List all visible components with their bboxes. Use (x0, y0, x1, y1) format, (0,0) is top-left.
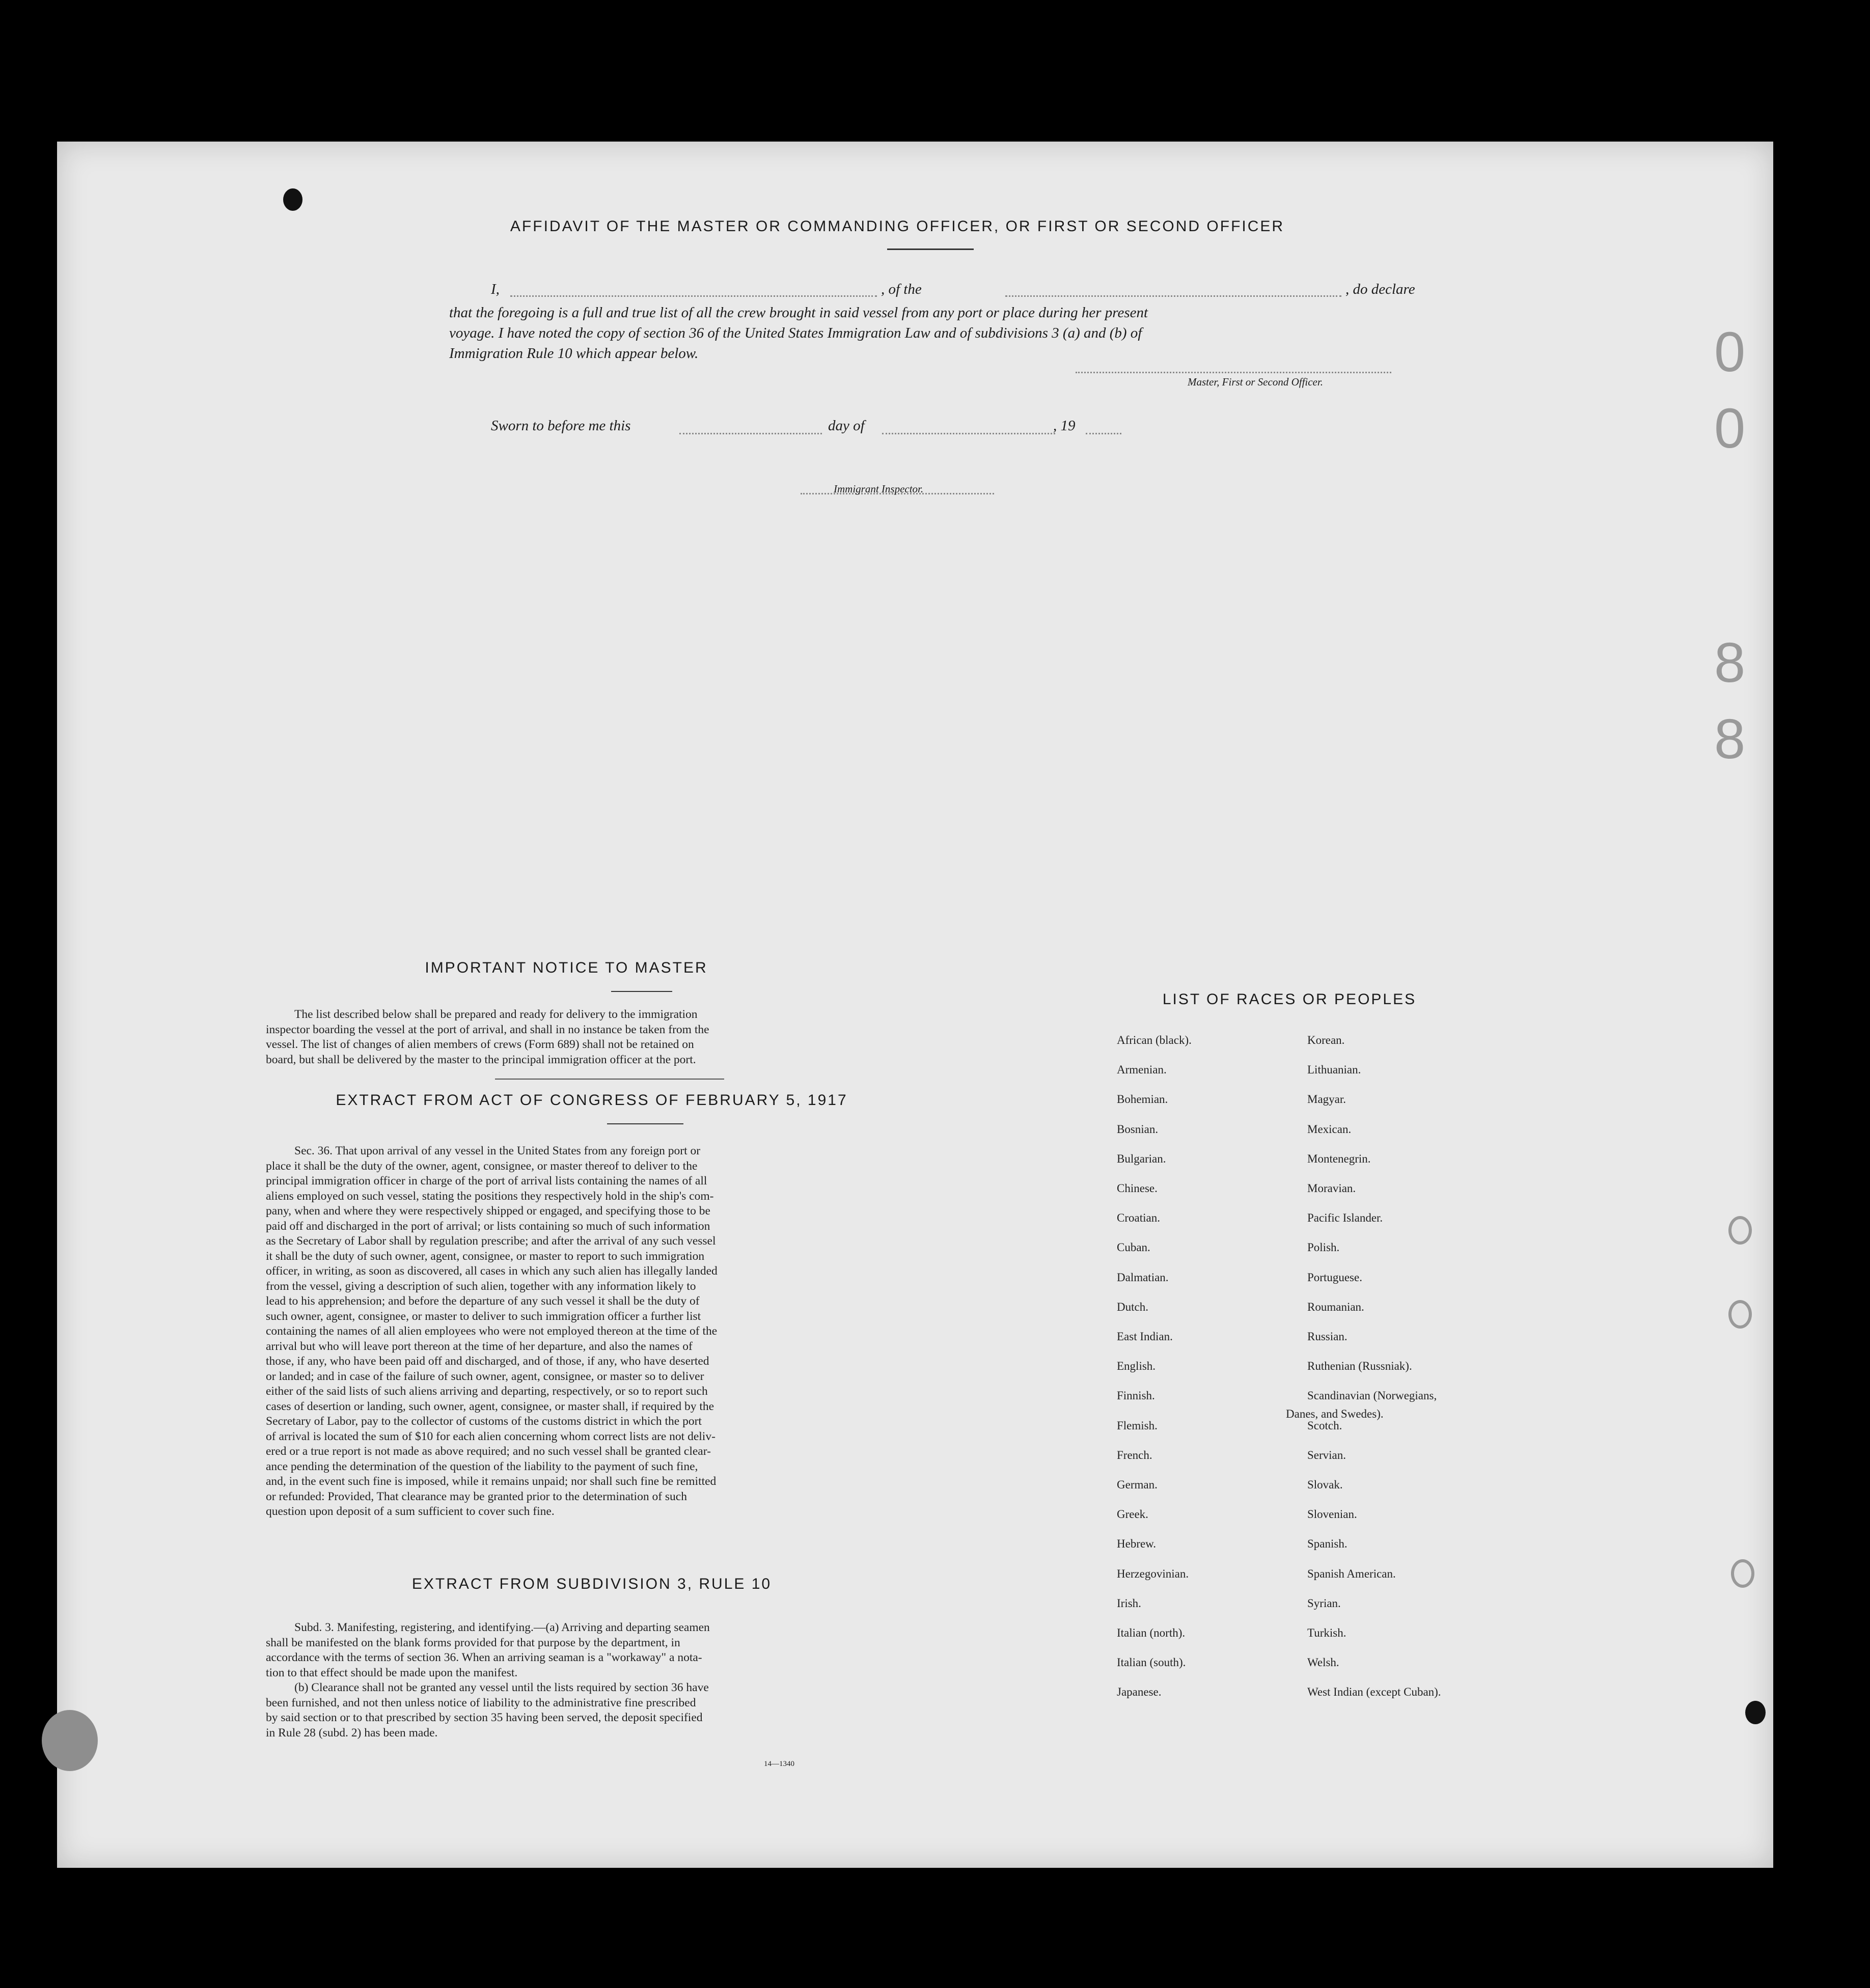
race-item: French. (1117, 1448, 1152, 1461)
race-item: Bohemian. (1117, 1093, 1168, 1106)
race-item: Pacific Islander. (1307, 1211, 1383, 1225)
race-item: Polish. (1307, 1241, 1340, 1254)
race-item: Irish. (1117, 1596, 1141, 1610)
races-title: LIST OF RACES OR PEOPLES (1162, 991, 1417, 1008)
officer-signature-line (1076, 372, 1391, 373)
race-item: Spanish. (1307, 1537, 1348, 1551)
race-item: Dalmatian. (1117, 1271, 1169, 1284)
race-item: Korean. (1307, 1034, 1345, 1046)
act-line: cases of desertion or landing, such owner, agent, consignee, or master shall, if required by the (266, 1399, 714, 1413)
act-line: arrival but who will leave port thereon at the time of her departure, and also the names of (266, 1339, 693, 1353)
act-line: of arrival is located the sum of $10 for each alien concerning whom correct lists are not deliv- (266, 1429, 716, 1443)
act-line: Sec. 36. That upon arrival of any vessel in the United States from any foreign port or (294, 1144, 701, 1157)
act-line: such owner, agent, consignee, or master to deliver to such immigration officer a further list (266, 1309, 701, 1323)
notice-divider (495, 1079, 724, 1080)
race-item: Welsh. (1307, 1656, 1339, 1669)
race-item: Dutch. (1117, 1300, 1148, 1313)
sworn-day-blank (679, 433, 822, 434)
act-extract-rule (607, 1123, 683, 1124)
day-of-label: day of (828, 418, 865, 434)
act-line: or refunded: Provided, That clearance may be granted prior to the determination of such (266, 1489, 687, 1503)
race-item: Herzegovinian. (1117, 1567, 1189, 1580)
notice-text (266, 1007, 908, 1067)
i-label: I, (491, 281, 500, 297)
document-page (57, 142, 1773, 1868)
punch-hole (283, 188, 302, 211)
race-item: Armenian. (1117, 1063, 1167, 1076)
margin-mark: 8 (1714, 708, 1746, 770)
rule-extract-text (266, 1620, 908, 1741)
act-line: Secretary of Labor, pay to the collector of customs of the customs district in which the port (266, 1415, 702, 1428)
do-declare-label: , do declare (1345, 281, 1415, 297)
rule-extract-title: EXTRACT FROM SUBDIVISION 3, RULE 10 (411, 1576, 772, 1592)
act-line: lead to his apprehension; and before the departure of any such vessel it shall be the duty of (266, 1294, 700, 1308)
year-label: , 19 (1053, 418, 1076, 434)
rule-line: tion to that effect should be made upon the manifest. (266, 1666, 518, 1679)
race-item: Scotch. (1307, 1419, 1342, 1432)
notice-line: inspector boarding the vessel at the port of arrival, and shall in no instance be taken from the (266, 1023, 709, 1036)
race-item: Roumanian. (1307, 1300, 1364, 1313)
form-number: 14—1340 (764, 1760, 794, 1768)
race-item-continuation: Danes, and Swedes). (1286, 1407, 1384, 1420)
race-item: Magyar. (1307, 1093, 1346, 1106)
rule-line: by said section or to that prescribed by section 35 having been served, the deposit specified (266, 1711, 703, 1724)
race-item: Japanese. (1117, 1686, 1162, 1699)
race-item: Portuguese. (1307, 1271, 1362, 1284)
race-item: Slovenian. (1307, 1508, 1357, 1521)
race-item: Chinese. (1117, 1182, 1158, 1195)
race-item: West Indian (except Cuban). (1307, 1686, 1441, 1699)
notice-rule (611, 991, 672, 992)
race-item: Slovak. (1307, 1478, 1343, 1491)
notice-title: IMPORTANT NOTICE TO MASTER (425, 959, 708, 976)
act-line: pany, when and where they were respectively shipped or engaged, and specifying those to be (266, 1204, 710, 1218)
race-item: East Indian. (1117, 1330, 1173, 1343)
race-item: Flemish. (1117, 1419, 1158, 1432)
race-item: Spanish American. (1307, 1567, 1396, 1580)
act-line: and, in the event such fine is imposed, while it remains unpaid; nor shall such fine be remitted (266, 1475, 717, 1488)
notice-line: The list described below shall be prepared and ready for delivery to the immigration (294, 1008, 698, 1021)
rule-line: shall be manifested on the blank forms provided for that purpose by the department, in (266, 1636, 680, 1649)
punch-hole-ring (1731, 1559, 1754, 1588)
rule-line: (b) Clearance shall not be granted any vessel until the lists required by section 36 have (294, 1681, 709, 1694)
punch-hole-ring (1728, 1216, 1752, 1245)
margin-mark: 0 (1714, 321, 1746, 383)
race-item: Moravian. (1307, 1182, 1356, 1195)
vessel-blank (1005, 295, 1341, 297)
race-item: Bosnian. (1117, 1122, 1159, 1136)
race-item: Scandinavian (Norwegians, (1307, 1389, 1437, 1402)
title-rule (887, 248, 974, 250)
act-line: either of the said lists of such aliens arriving and departing, respectively, or so to report such (266, 1385, 708, 1398)
act-extract-text (266, 1144, 908, 1520)
race-item: Italian (south). (1117, 1656, 1186, 1669)
race-item: Cuban. (1117, 1241, 1150, 1254)
sworn-year-blank (1086, 433, 1121, 434)
act-line: from the vessel, giving a description of such alien, together with any information likely to (266, 1279, 696, 1293)
race-item: African (black). (1117, 1034, 1192, 1046)
officer-caption: Master, First or Second Officer. (1188, 376, 1323, 388)
race-item: Lithuanian. (1307, 1063, 1361, 1076)
race-item: German. (1117, 1478, 1158, 1491)
affidavit-title: AFFIDAVIT OF THE MASTER OR COMMANDING OFFICER, OR FIRST OR SECOND OFFICER (510, 218, 1285, 235)
notice-line: board, but shall be delivered by the master to the principal immigration officer at the port. (266, 1053, 696, 1066)
margin-mark: 8 (1714, 631, 1746, 694)
act-line: those, if any, who have been paid off and discharged, and of those, if any, who have deserted (266, 1355, 709, 1368)
race-item: Greek. (1117, 1508, 1148, 1521)
punch-hole (1745, 1701, 1766, 1724)
notice-line: vessel. The list of changes of alien members of crews (Form 689) shall not be retained on (266, 1038, 694, 1051)
rule-line: in Rule 28 (subd. 2) has been made. (266, 1726, 438, 1740)
act-line: ance pending the determination of the question of the liability to the payment of such fine, (266, 1459, 698, 1473)
race-item: Turkish. (1307, 1626, 1346, 1639)
race-item: Finnish. (1117, 1389, 1155, 1402)
act-line: it shall be the duty of such owner, agent, consignee, or master to report to such immigration (266, 1249, 705, 1263)
affidavit-body-line: that the foregoing is a full and true list of all the crew brought in said vessel from any port or place during her present (449, 305, 1148, 321)
race-item: English. (1117, 1360, 1156, 1373)
inspector-caption: Immigrant Inspector. (834, 483, 924, 495)
race-item: Italian (north). (1117, 1626, 1186, 1639)
race-item: Syrian. (1307, 1596, 1341, 1610)
race-item: Croatian. (1117, 1211, 1160, 1225)
punch-hole-ring (1728, 1300, 1752, 1329)
margin-stain (42, 1710, 98, 1771)
race-item: Russian. (1307, 1330, 1348, 1343)
act-line: or landed; and in case of the failure of such owner, agent, consignee, or master so to deliver (266, 1369, 704, 1383)
race-item: Servian. (1307, 1448, 1346, 1461)
act-line: ered or a true report is not made as above required; and no such vessel shall be granted clear- (266, 1445, 711, 1458)
act-line: officer, in writing, as soon as discovered, all cases in which any such alien has illegally landed (266, 1264, 718, 1278)
act-line: paid off and discharged in the port of arrival; or lists containing so much of such information (266, 1219, 710, 1233)
rule-line: been furnished, and not then unless notice of liability to the administrative fine prescribed (266, 1696, 696, 1709)
rule-line: Subd. 3. Manifesting, registering, and identifying.—(a) Arriving and departing seamen (294, 1621, 710, 1634)
rule-line: accordance with the terms of section 36. When an arriving seaman is a "workaway" a nota- (266, 1651, 702, 1664)
race-item: Hebrew. (1117, 1537, 1157, 1551)
act-line: containing the names of all alien employees who were not employed thereon at the time of the (266, 1324, 718, 1338)
affidavit-body-line: Immigration Rule 10 which appear below. (449, 345, 699, 362)
race-item: Ruthenian (Russniak). (1307, 1360, 1412, 1373)
act-line: as the Secretary of Labor shall by regulation prescribe; and after the arrival of any such vessel (266, 1234, 716, 1248)
race-item: Montenegrin. (1307, 1152, 1371, 1165)
of-the-label: , of the (881, 281, 922, 297)
affidavit-body-line: voyage. I have noted the copy of section 36 of the United States Immigration Law and of subdivisions 3 (a) and (b) of (449, 325, 1142, 341)
act-line: aliens employed on such vessel, stating the positions they respectively hold in the ship's com- (266, 1189, 714, 1203)
sworn-month-blank (882, 433, 1055, 434)
margin-mark: 0 (1714, 397, 1746, 460)
act-extract-title: EXTRACT FROM ACT OF CONGRESS OF FEBRUARY 5, 1917 (336, 1092, 848, 1109)
act-line: question upon deposit of a sum sufficient to cover such fine. (266, 1505, 555, 1518)
sworn-label: Sworn to before me this (491, 418, 631, 434)
name-blank (510, 295, 877, 297)
race-item: Mexican. (1307, 1122, 1352, 1136)
act-line: place it shall be the duty of the owner, agent, consignee, or master thereof to deliver to the (266, 1159, 698, 1173)
race-item: Bulgarian. (1117, 1152, 1166, 1165)
act-line: principal immigration officer in charge of the port of arrival lists containing the names of all (266, 1174, 707, 1188)
